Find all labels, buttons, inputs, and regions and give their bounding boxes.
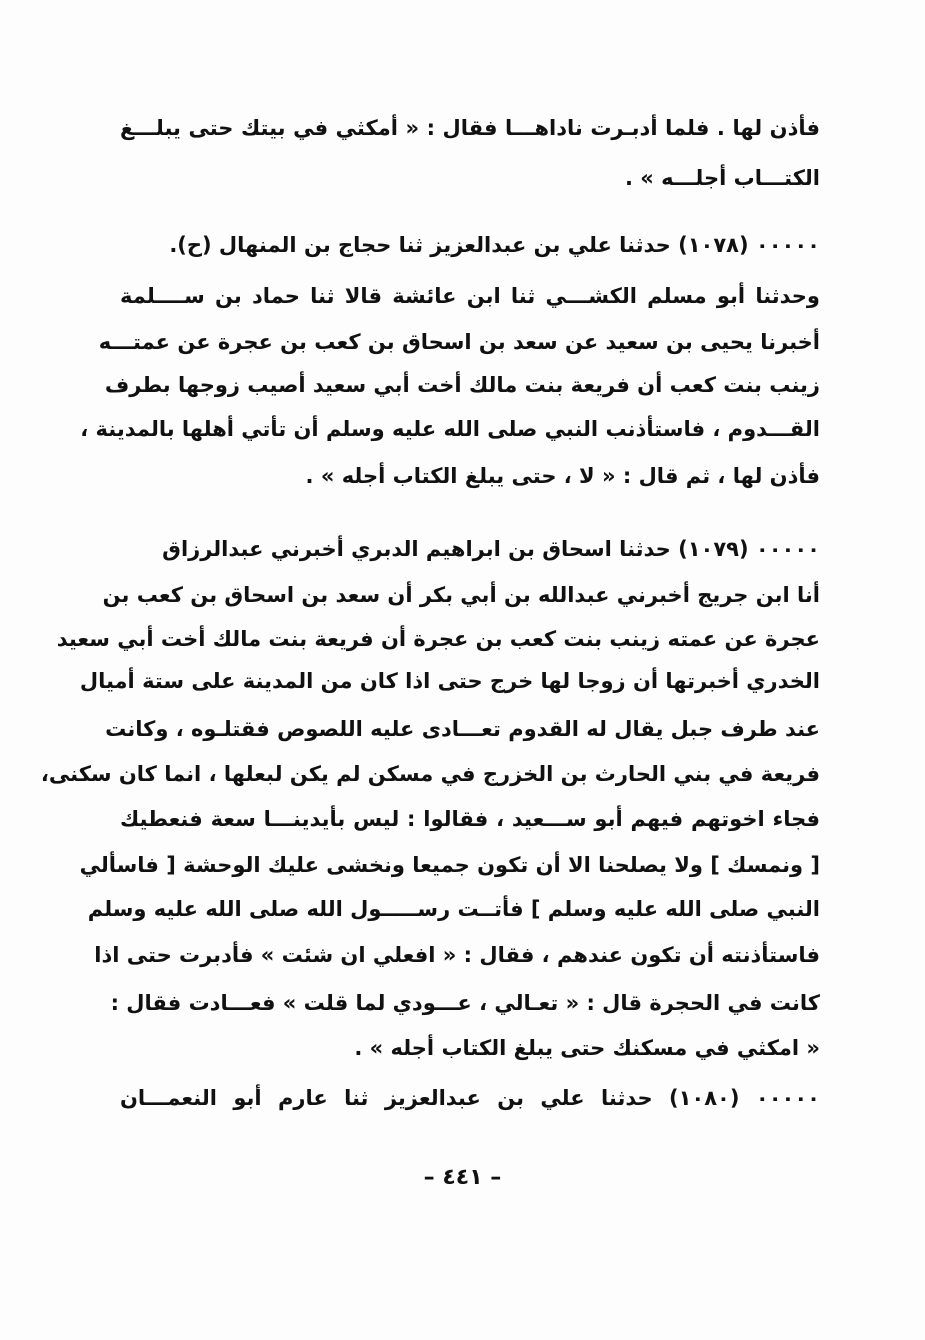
hadith-heading-1079: ٠٠٠٠٠ (١٠٧٩) حدثنا اسحاق بن ابراهيم الدبري أخبرني عبدالرزاق xyxy=(162,537,820,561)
text-line: [ ونمسك ] ولا يصلحنا الا أن تكون جميعا ونخشى عليك الوحشة [ فاسألي xyxy=(79,853,820,877)
text-line: القـــدوم ، فاستأذنب النبي صلى الله عليه وسلم أن تأتي أهلها بالمدينة ، xyxy=(80,417,820,441)
text-line: الخدري أخبرتها أن زوجا لها خرج حتى اذا كان من المدينة على ستة أميال xyxy=(79,669,820,693)
page-number: – ٤٤١ – xyxy=(423,1165,502,1190)
text-line: « امكثي في مسكنك حتى يبلغ الكتاب أجله » . xyxy=(354,1036,820,1060)
text-line: عند طرف جبل يقال له القدوم تعـــادى عليه اللصوص فقتلـوه ، وكانت xyxy=(105,717,820,741)
text-line: فجاء اخوتهم فيهم أبو ســـعيد ، فقالوا : ليس بأيدينـــا سعة فنعطيك xyxy=(120,807,820,831)
text-line: النبي صلى الله عليه وسلم ] فأتــت رســـــول الله صلى الله عليه وسلم xyxy=(87,897,820,921)
hadith-heading-1080: ٠٠٠٠٠ (١٠٨٠) حدثنا علي بن عبدالعزيز ثنا عارم أبو النعمـــان xyxy=(120,1086,820,1110)
text-line: فريعة في بني الحارث بن الخزرج في مسكن لم يكن لبعلها ، انما كان سكنى، xyxy=(40,762,820,786)
text-line: فأذن لها ، ثم قال : « لا ، حتى يبلغ الكتاب أجله » . xyxy=(305,464,820,488)
text-line: زينب بنت كعب أن فريعة بنت مالك أخت أبي سعيد أصيب زوجها بطرف xyxy=(104,373,820,397)
hadith-heading-1078: ٠٠٠٠٠ (١٠٧٨) حدثنا علي بن عبدالعزيز ثنا حجاج بن المنهال (ح). xyxy=(169,233,820,257)
text-line: الكتـــاب أجلـــه » . xyxy=(624,166,820,190)
text-line: أنا ابن جريج أخبرني عبدالله بن أبي بكر أن سعد بن اسحاق بن كعب بن xyxy=(102,583,820,607)
text-line: فاستأذنته أن تكون عندهم ، فقال : « افعلي ان شئت » فأدبرت حتى اذا xyxy=(94,943,820,967)
text-line: فأذن لها . فلما أدبـرت ناداهـــا فقال : « أمكثي في بيتك حتى يبلـــغ xyxy=(120,116,820,140)
text-line: عجرة عن عمته زينب بنت كعب بن عجرة أن فريعة بنت مالك أخت أبي سعيد xyxy=(56,627,820,651)
text-line: كانت في الحجرة قال : « تعـالي ، عـــودي لما قلت » فعـــادت فقال : xyxy=(110,991,820,1015)
text-line: وحدثنا أبو مسلم الكشـــي ثنا ابن عائشة قالا ثنا حماد بن ســــلمة xyxy=(120,284,820,308)
text-line: أخبرنا يحيى بن سعيد عن سعد بن اسحاق بن كعب بن عجرة عن عمتـــه xyxy=(98,330,820,354)
